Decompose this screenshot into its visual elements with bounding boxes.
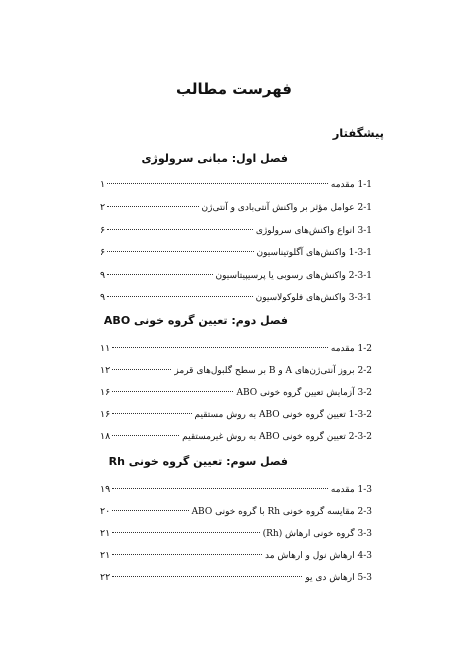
toc-entry[interactable] (100, 197, 372, 211)
toc-entry[interactable] (100, 426, 372, 440)
toc-entry-label: 3-3-1 واکنش‌های فلوکولاسیون (255, 293, 372, 303)
toc-entry-page: ۶ (100, 225, 106, 236)
toc-entry-page: ۱۶ (100, 387, 111, 398)
dot-leader (107, 217, 253, 230)
toc-entry[interactable] (100, 338, 372, 352)
toc-entry-label: 2-2 بروز آنتی‌ژن‌های A و B بر سطح گلبول‌های قرمز (174, 366, 372, 376)
toc-entry-label: 2-3 مقایسه گروه خونی Rh با گروه خونی ABO (191, 507, 372, 517)
toc-entry-page: ۲۲ (100, 572, 111, 583)
toc-entry-label: 1-2 مقدمه (330, 344, 372, 354)
dot-leader (107, 194, 198, 207)
toc-entry-label: 1-3-2 تعیین گروه خونی ABO به روش مستقیم (194, 410, 372, 420)
toc-entry-label: 2-1 عوامل مؤثر بر واکنش آنتی‌بادی و آنتی‌ژن (201, 203, 372, 213)
toc-entry-label: 2-3-1 واکنش‌های رسوبی یا پرسیپیتاسیون (215, 271, 372, 281)
toc-entry-label: 3-1 انواع واکنش‌های سرولوژی (255, 226, 372, 236)
chapter-3-heading: فصل سوم: تعیین گروه خونی Rh (108, 455, 288, 468)
preface-heading: پیشگفتار (332, 126, 384, 140)
toc-entry-page: ۱ (100, 179, 106, 190)
dot-leader (107, 284, 253, 297)
toc-entry-page: ۲۱ (100, 550, 111, 561)
toc-entry-label: 4-3 ارهاش نول و ارهاش مد (264, 551, 372, 561)
toc-entry-page: ۲۱ (100, 528, 111, 539)
dot-leader (112, 379, 233, 392)
toc-entry-label: 1-3 مقدمه (330, 485, 372, 495)
toc-entry-label: 2-3-2 تعیین گروه خونی ABO به روش غیرمستقیم (182, 432, 372, 442)
toc-entry-page: ۹ (100, 292, 106, 303)
page-title: فهرست مطالب (176, 80, 292, 98)
dot-leader (107, 239, 253, 252)
dot-leader (112, 498, 188, 511)
toc-entry-page: ۱۸ (100, 431, 111, 442)
toc-entry-label: 3-2 آزمایش تعیین گروه خونی ABO (236, 388, 372, 398)
toc-entry[interactable] (100, 523, 372, 537)
toc-entry[interactable] (100, 220, 372, 234)
toc-entry[interactable] (100, 545, 372, 559)
toc-entry[interactable] (100, 265, 372, 279)
dot-leader (112, 357, 171, 370)
toc-entry-page: ۱۲ (100, 365, 111, 376)
dot-leader (112, 401, 191, 414)
toc-entry[interactable] (100, 242, 372, 256)
dot-leader (112, 476, 328, 489)
dot-leader (107, 171, 328, 184)
dot-leader (112, 520, 259, 533)
toc-entry[interactable] (100, 404, 372, 418)
toc-entry-page: ۱۹ (100, 484, 111, 495)
toc-entry[interactable] (100, 479, 372, 493)
toc-entry-label: 1-3-1 واکنش‌های آگلوتیناسیون (256, 248, 372, 258)
chapter-2-heading: فصل دوم: تعیین گروه خونی ABO (103, 314, 288, 327)
toc-entry[interactable] (100, 567, 372, 581)
dot-leader (112, 335, 328, 348)
toc-entry-label: 1-1 مقدمه (330, 180, 372, 190)
dot-leader (112, 564, 302, 577)
dot-leader (112, 423, 179, 436)
toc-entry-page: ۱۶ (100, 409, 111, 420)
toc-entry-page: ۲۰ (100, 506, 111, 517)
toc-entry-label: 5-3 ارهاش دی یو (305, 573, 372, 583)
toc-entry-page: ۹ (100, 270, 106, 281)
toc-entry[interactable] (100, 360, 372, 374)
toc-entry-page: ۶ (100, 247, 106, 258)
toc-entry[interactable] (100, 287, 372, 301)
dot-leader (112, 542, 262, 555)
chapter-1-heading: فصل اول: مبانی سرولوژی (141, 152, 288, 165)
toc-entry-label: 3-3 گروه خونی ارهاش (Rh) (262, 529, 372, 539)
toc-entry[interactable] (100, 501, 372, 515)
toc-entry-page: ۲ (100, 202, 106, 213)
toc-entry-page: ۱۱ (100, 343, 111, 354)
toc-entry[interactable] (100, 382, 372, 396)
dot-leader (107, 262, 212, 275)
toc-entry[interactable] (100, 174, 372, 188)
